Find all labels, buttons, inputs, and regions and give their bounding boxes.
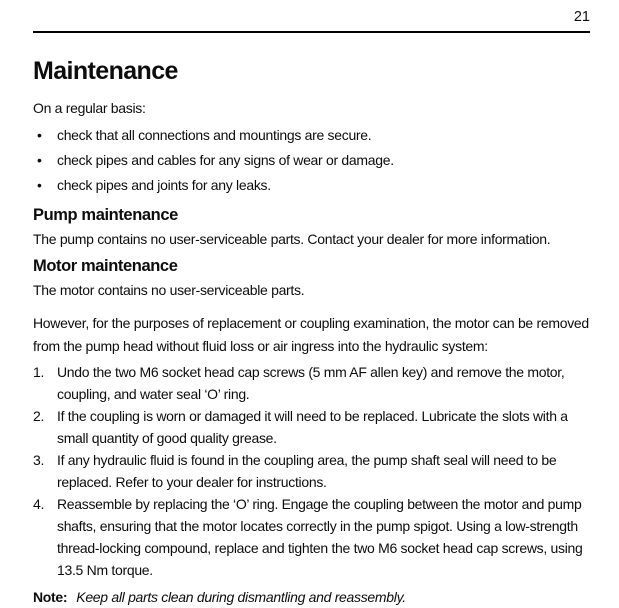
step-item (33, 361, 590, 405)
step-number: 2. (33, 408, 45, 424)
page-number: 21 (573, 9, 590, 25)
step-number: 1. (33, 364, 45, 380)
procedure-intro: However, for the purposes of replacement or coupling examination, the motor can be removed from the pump head without fluid loss or air ingress into the hydraulic system: (33, 315, 589, 354)
step-item (33, 493, 590, 581)
section-heading-motor: Motor maintenance (33, 257, 178, 275)
bullet-icon: • (37, 127, 42, 143)
list-item (33, 173, 590, 198)
section-body-motor: The motor contains no user-serviceable parts. (33, 282, 305, 298)
list-item-text: check pipes and joints for any leaks. (57, 177, 271, 193)
note-text: Keep all parts clean during dismantling and reassembly. (76, 589, 406, 605)
note-line (33, 587, 590, 608)
step-text: Reassemble by replacing the ‘O’ ring. Engage the coupling between the motor and pump shafts, ensuring that the motor locates correctly in the pump spigot. Using a low-strength thread-locking compound, replace and tighten the two M6 socket head cap screws, using 13.5 Nm torque. (57, 496, 583, 578)
step-text: Undo the two M6 socket head cap screws (5 mm AF allen key) and remove the motor, coupling, and water seal ‘O’ ring. (57, 364, 565, 402)
procedure-steps (33, 361, 590, 581)
page-title: Maintenance (33, 57, 178, 85)
step-text: If the coupling is worn or damaged it will need to be replaced. Lubricate the slots with a small quantity of good quality grease. (57, 408, 568, 446)
maintenance-checklist (33, 123, 590, 198)
step-number: 4. (33, 496, 45, 512)
list-item-text: check pipes and cables for any signs of wear or damage. (57, 152, 394, 168)
step-item (33, 405, 590, 449)
bullet-icon: • (37, 177, 42, 193)
page-header (33, 5, 590, 33)
intro-text: On a regular basis: (33, 100, 146, 116)
list-item (33, 123, 590, 148)
step-text: If any hydraulic fluid is found in the coupling area, the pump shaft seal will need to be replaced. Refer to your dealer for instructions. (57, 452, 557, 490)
step-item (33, 449, 590, 493)
bullet-icon: • (37, 152, 42, 168)
list-item-text: check that all connections and mountings are secure. (57, 127, 372, 143)
section-body-pump: The pump contains no user-serviceable parts. Contact your dealer for more information. (33, 231, 551, 247)
note-label: Note: (33, 589, 68, 605)
step-number: 3. (33, 452, 45, 468)
section-heading-pump: Pump maintenance (33, 206, 178, 224)
list-item (33, 148, 590, 173)
